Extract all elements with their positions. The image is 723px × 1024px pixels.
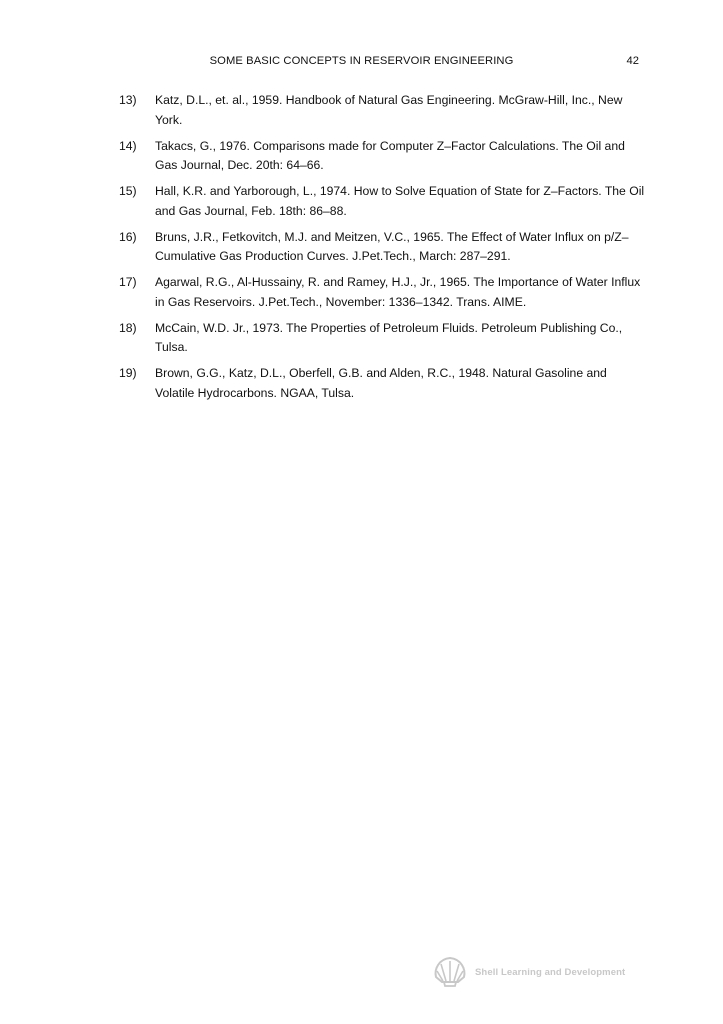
reference-list [119, 91, 649, 410]
reference-number: 15) [119, 184, 137, 198]
reference-item [119, 319, 649, 358]
reference-text: Bruns, J.R., Fetkovitch, M.J. and Meitzen, V.C., 1965. The Effect of Water Influx on p/Z–Cumulative Gas Production Curves. J.Pet.Tech., March: 287–291. [155, 229, 629, 263]
reference-item [119, 228, 649, 267]
reference-number: 19) [119, 366, 137, 380]
header-title: SOME BASIC CONCEPTS IN RESERVOIR ENGINEERING [209, 55, 514, 67]
reference-number: 16) [119, 229, 137, 244]
reference-text: Katz, D.L., et. al., 1959. Handbook of Natural Gas Engineering. McGraw-Hill, Inc., New York. [155, 93, 623, 127]
reference-item [119, 137, 649, 176]
reference-text: McCain, W.D. Jr., 1973. The Properties of Petroleum Fluids. Petroleum Publishing Co., Tulsa. [155, 320, 623, 354]
reference-text: Hall, K.R. and Yarborough, L., 1974. How to Solve Equation of State for Z–Factors. The Oil and Gas Journal, Feb. 18th: 86–88. [155, 184, 645, 218]
page-number: 42 [626, 55, 639, 67]
reference-number: 13) [119, 93, 137, 107]
reference-text: Brown, G.G., Katz, D.L., Oberfell, G.B. and Alden, R.C., 1948. Natural Gasoline and Volatile Hydrocarbons. NGAA, Tulsa. [155, 366, 607, 400]
reference-number: 14) [119, 138, 137, 153]
reference-item [119, 182, 649, 221]
footer-text: Shell Learning and Development [475, 967, 626, 978]
shell-logo-icon [432, 955, 468, 987]
reference-item [119, 91, 649, 130]
reference-text: Agarwal, R.G., Al-Hussainy, R. and Ramey, H.J., Jr., 1965. The Importance of Water Influx in Gas Reservoirs. J.Pet.Tech., November: 1336–1342. Trans. AIME. [155, 275, 641, 309]
reference-item [119, 364, 649, 403]
reference-number: 17) [119, 275, 137, 289]
reference-number: 18) [119, 320, 137, 335]
reference-item [119, 273, 649, 312]
reference-text: Takacs, G., 1976. Comparisons made for Computer Z–Factor Calculations. The Oil and Gas Journal, Dec. 20th: 64–66. [155, 138, 625, 172]
page-header [0, 55, 723, 71]
